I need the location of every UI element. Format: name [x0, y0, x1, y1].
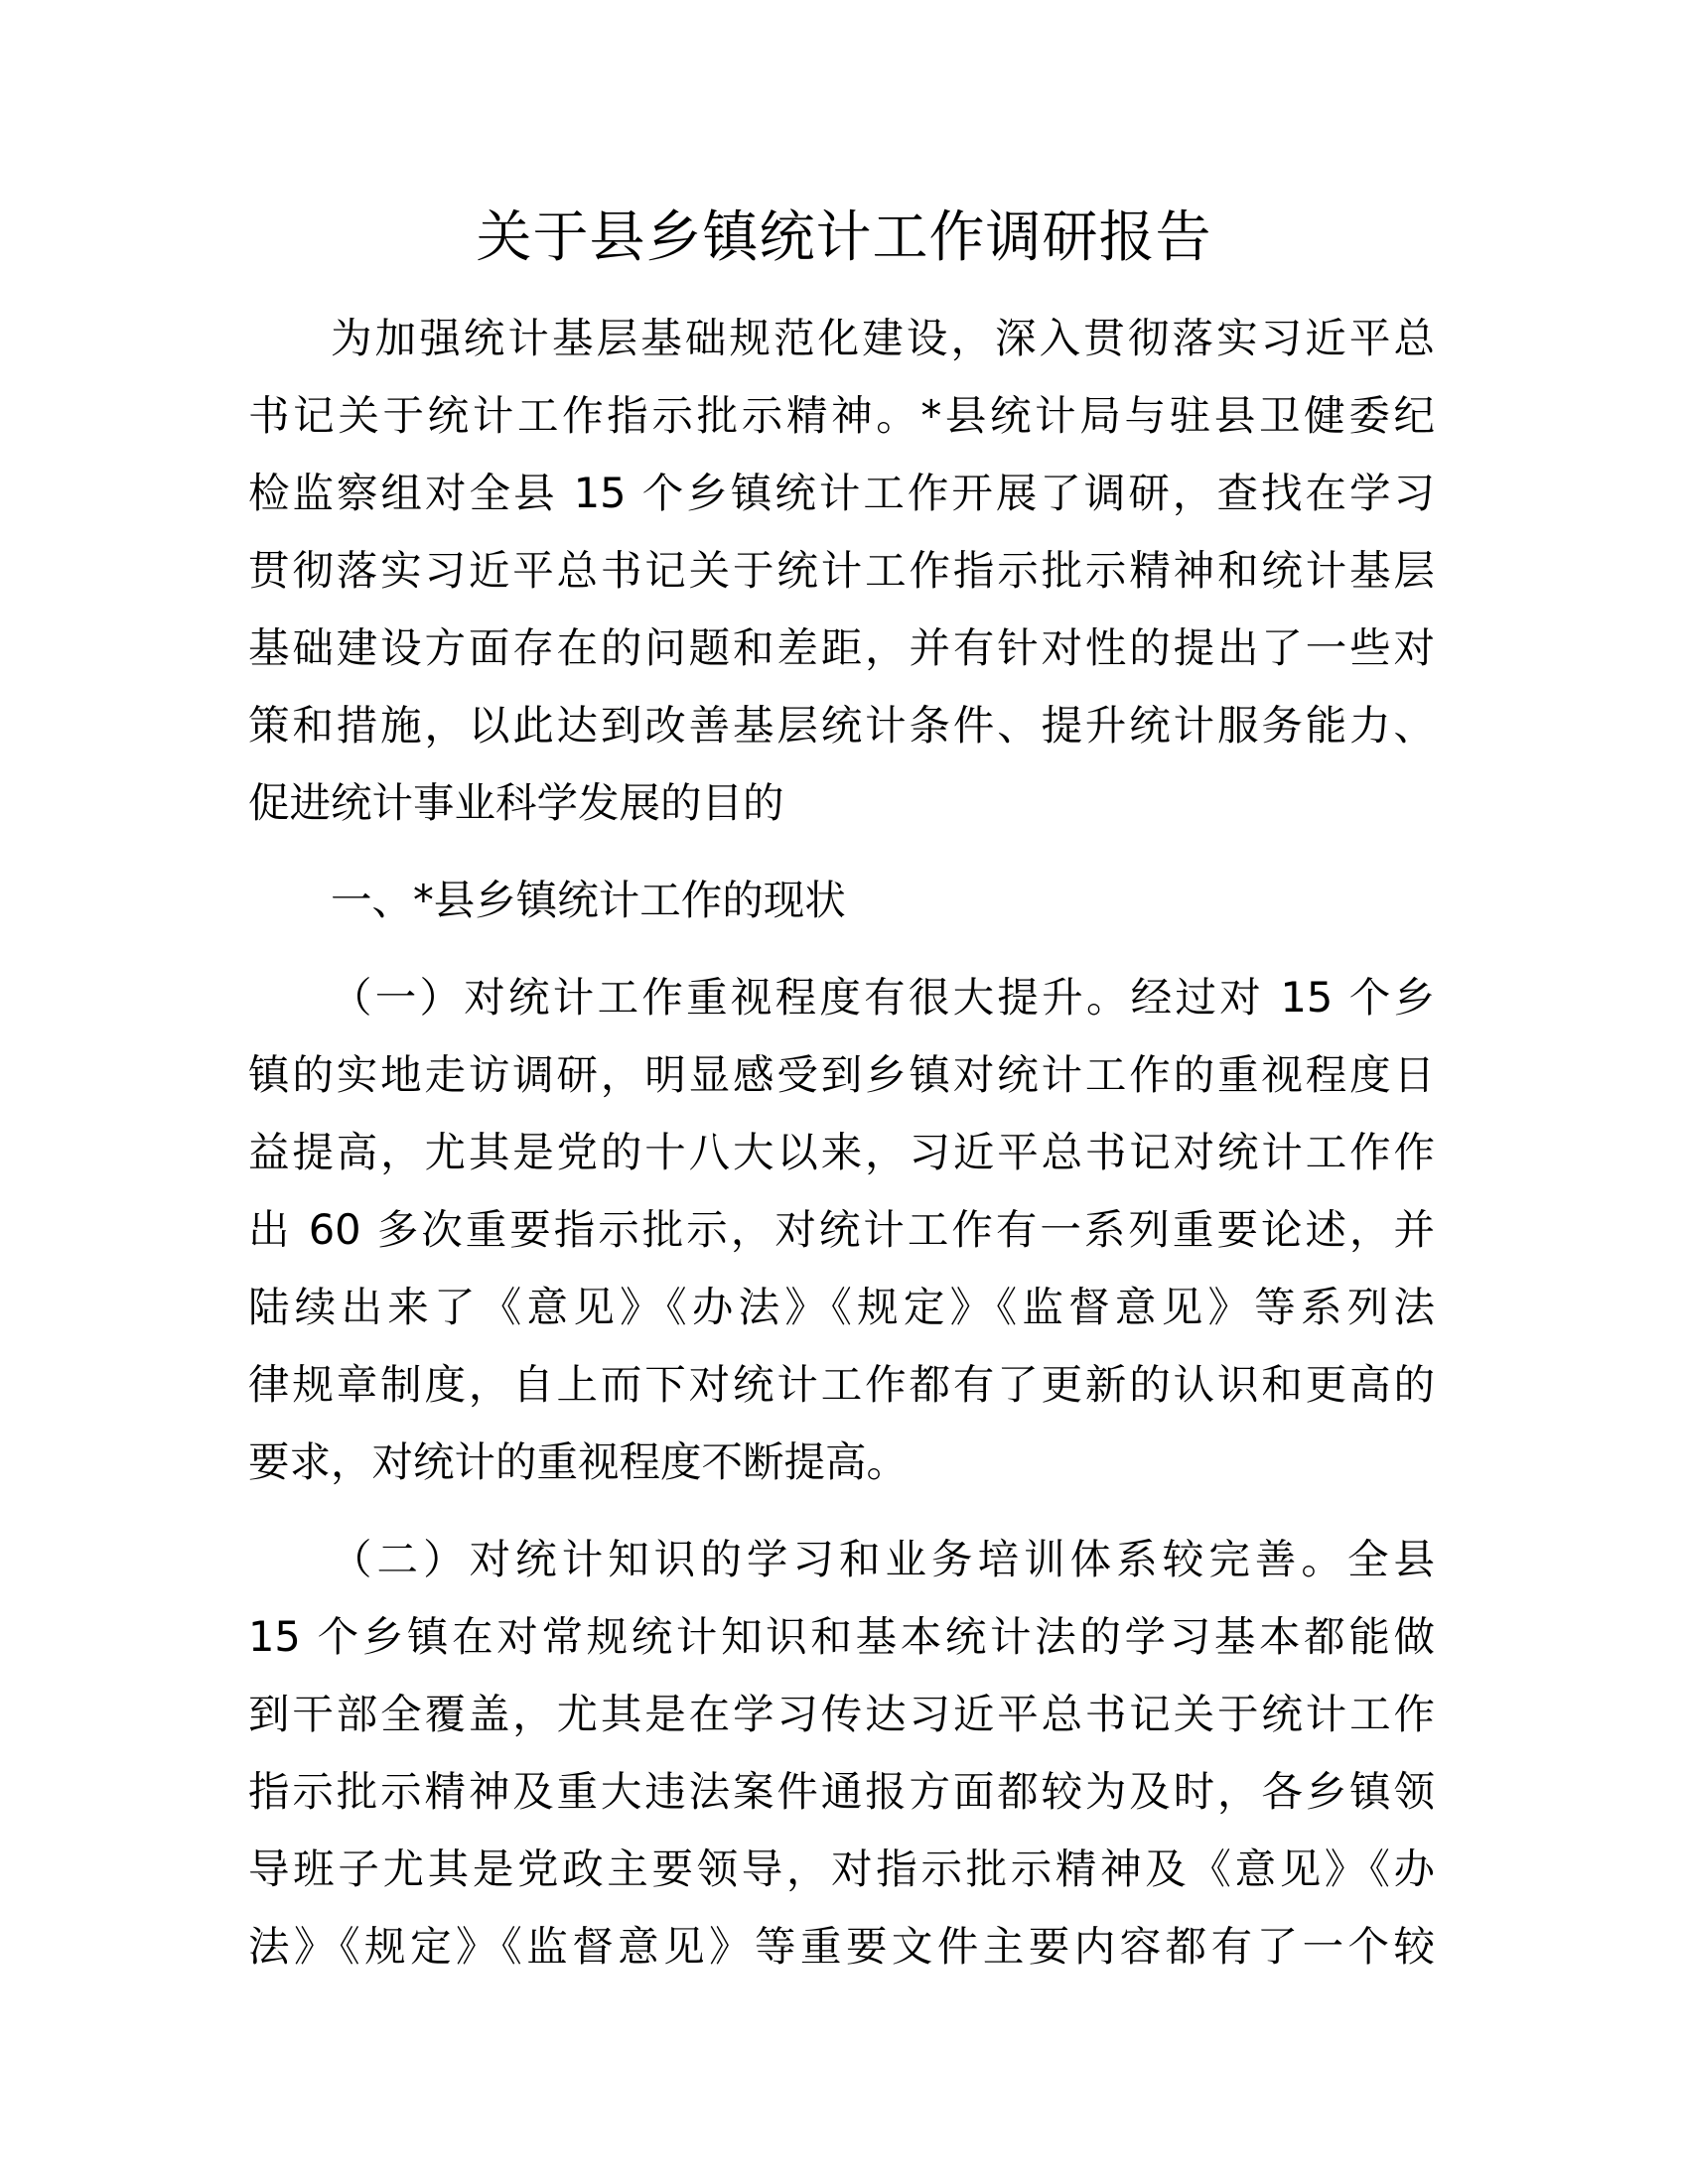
document-title: 关于县乡镇统计工作调研报告	[476, 205, 1212, 270]
paragraph-line: 基础建设方面存在的问题和差距，并有针对性的提出了一些对	[248, 623, 1435, 672]
paragraph-line: 到干部全覆盖，尤其是在学习传达习近平总书记关于统计工作	[248, 1690, 1435, 1738]
paragraph-line: 15 个乡镇在对常规统计知识和基本统计法的学习基本都能做	[248, 1612, 1435, 1661]
subsection-1-paragraph	[248, 959, 1435, 1501]
paragraph-line: 检监察组对全县 15 个乡镇统计工作开展了调研，查找在学习	[248, 469, 1435, 517]
paragraph-line: （一）对统计工作重视程度有很大提升。经过对 15 个乡	[331, 973, 1435, 1022]
paragraph-line: 要求，对统计的重视程度不断提高。	[248, 1437, 909, 1486]
document-body	[248, 300, 1435, 1985]
paragraph-line: 律规章制度，自上而下对统计工作都有了更新的认识和更高的	[248, 1360, 1435, 1409]
paragraph-spacer	[248, 1501, 1435, 1521]
paragraph-line: 指示批示精神及重大违法案件通报方面都较为及时，各乡镇领	[248, 1767, 1435, 1816]
paragraph-line: 贯彻落实习近平总书记关于统计工作指示批示精神和统计基层	[248, 546, 1435, 595]
paragraph-line: （二）对统计知识的学习和业务培训体系较完善。全县	[331, 1535, 1435, 1583]
paragraph-line: 益提高，尤其是党的十八大以来，习近平总书记对统计工作作	[248, 1128, 1435, 1176]
paragraph-spacer	[248, 842, 1435, 862]
intro-paragraph	[248, 300, 1435, 842]
paragraph-line: 策和措施，以此达到改善基层统计条件、提升统计服务能力、	[248, 701, 1435, 750]
paragraph-line: 为加强统计基层基础规范化建设，深入贯彻落实习近平总	[331, 314, 1435, 362]
paragraph-line: 出 60 多次重要指示批示，对统计工作有一系列重要论述，并	[248, 1205, 1435, 1254]
paragraph-line: 导班子尤其是党政主要领导，对指示批示精神及《意见》《办	[248, 1844, 1435, 1893]
paragraph-line: 促进统计事业科学发展的目的	[248, 778, 784, 827]
paragraph-line: 书记关于统计工作指示批示精神。*县统计局与驻县卫健委纪	[248, 391, 1435, 440]
paragraph-spacer	[248, 939, 1435, 959]
paragraph-line: 陆续出来了《意见》《办法》《规定》《监督意见》等系列法	[248, 1283, 1435, 1331]
paragraph-line: 法》《规定》《监督意见》等重要文件主要内容都有了一个较	[248, 1922, 1435, 1971]
paragraph-line: 镇的实地走访调研，明显感受到乡镇对统计工作的重视程度日	[248, 1050, 1435, 1099]
section-heading: 一、*县乡镇统计工作的现状	[331, 876, 846, 924]
subsection-2-paragraph	[248, 1521, 1435, 1985]
